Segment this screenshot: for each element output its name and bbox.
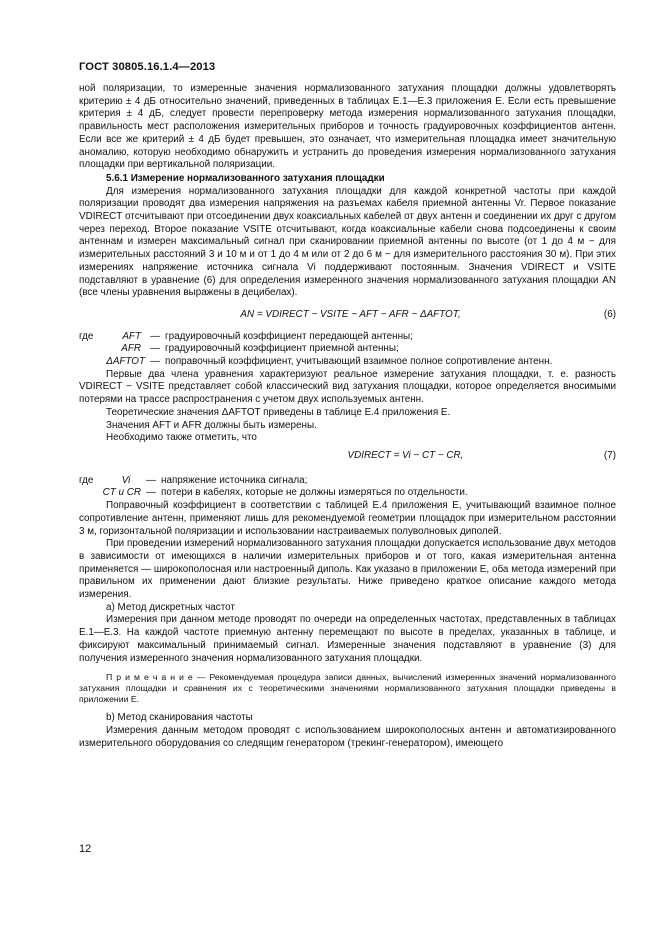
equation-number: (7) — [603, 449, 616, 461]
equation-7 — [79, 450, 616, 463]
page-number: 12 — [79, 843, 92, 855]
legend-text: потери в кабелях, которые не должны измеряться по отдельности. — [161, 487, 468, 499]
paragraph: ной поляризации, то измеренные значения нормализованного затухания площадки должны удовлетворять критерию ± 4 дБ относительно значений, приведенных в таблицах Е.1—Е.3 приложения Е. Если есть превышение критерия ± 4 дБ, следует провести перепроверку метода измерения нормализованного затухания площадки, правильность мест расположения измерительных приборов и точность градуировочных коэффициентов антенн. Если все же критерий ± 4 дБ будет превышен, это означает, что измерительная площадка имеет значительную аномалию, которую необходимо обнаружить и устранить до проведения измерения нормализованного затухания площадки при вертикальной поляризации. — [79, 83, 616, 171]
legend-text: поправочный коэффициент, учитывающий взаимное полное сопротивление антенн. — [165, 356, 553, 368]
paragraph: Измерения при данном методе проводят по очереди на определенных частотах, представленных в таблицах Е.1—Е.3. На каждой частоте приемную антенну перемещают по высоте в пределах, указанных в таблице, и фиксируют максимальный принимаемый сигнал. Измеренные значения подставляют в уравнение (3) для получения измеренного значения нормализованного затухания площадки. — [79, 614, 616, 664]
where-label: где — [79, 330, 94, 342]
legend-block — [79, 331, 616, 369]
legend-symbol: CT и CR — [102, 487, 141, 499]
legend-symbol: AFR — [121, 343, 141, 355]
legend-text: градуировочный коэффициент передающей антенны; — [165, 330, 413, 342]
legend-dash: — — [150, 343, 160, 355]
paragraph: Измерения данным методом проводят с использованием широкополосных антенн и автоматизированного измерительного оборудования со следящим генератором (трекинг-генератором), имеющего — [79, 724, 616, 749]
legend-text: градуировочный коэффициент приемной антенны; — [165, 343, 399, 355]
paragraph: Значения AFT и AFR должны быть измерены. — [106, 419, 317, 431]
equation-number: (6) — [603, 308, 616, 320]
section-heading: 5.6.1 Измерение нормализованного затухания площадки — [106, 172, 385, 184]
paragraph: Необходимо также отметить, что — [106, 432, 257, 444]
legend-symbol: ΔAFTOT — [106, 356, 145, 368]
equation-formula: AN = VDIRECT − VSITE − AFT − AFR − ΔAFTOT, — [240, 308, 461, 320]
legend-dash: — — [150, 356, 160, 368]
legend-block — [79, 475, 616, 500]
legend-symbol: Vi — [121, 474, 131, 486]
document-header: ГОСТ 30805.16.1.4—2013 — [79, 61, 216, 73]
paragraph: Теоретические значения ΔAFTOT приведены в таблице Е.4 приложения Е. — [106, 406, 451, 418]
legend-dash: — — [150, 330, 160, 342]
legend-dash: — — [146, 474, 156, 486]
subsection-label: b) Метод сканирования частоты — [106, 712, 253, 724]
legend-symbol: AFT — [122, 330, 141, 342]
where-label: где — [79, 474, 94, 486]
legend-dash: — — [146, 487, 156, 499]
equation-formula: VDIRECT = Vi − CT − CR, — [347, 449, 464, 461]
paragraph: Для измерения нормализованного затухания площадки для каждой конкретной частоты при каждой поляризации проводят два измерения напряжения на разъемах кабеля приемной антенны Vr. Первое показание VDIRECT отсчитывают при отсоединении двух коаксиальных кабелей от двух антенн и соединении их друг с другом через переход. Второе показание VSITE отсчитывают, когда коаксиальные кабели снова подсоединены к своим антеннам и измерен максимальный сигнал при сканировании приемной антенны по высоте (от 1 до 4 м − для измерительных расстояний 3 и 10 м и от 1 до 4 м или от 2 до 6 м − для измерительного расстояния 30 м). При этих измерениях напряжение источника сигнала Vi поддерживают постоянным. Значения VDIRECT и VSITE подставляют в уравнение (6) для определения измеренного значения нормализованного затухания площадки AN (все члены уравнения выражены в децибелах). — [79, 185, 616, 299]
paragraph: Поправочный коэффициент в соответствии с таблицей Е.4 приложения Е, учитывающий взаимное полное сопротивление антенн, применяют лишь для рекомендуемой геометрии площадок при измерительном расстоянии 3 м, горизонтальной поляризации и использовании настраиваемых полуволновых диполей. — [79, 500, 616, 537]
equation-6 — [79, 309, 616, 322]
paragraph: Первые два члена уравнения характеризуют реальное измерение затухания площадки, т. е. разность VDIRECT − VSITE представляет собой классический вид затухания площадки, которое определяется вносимыми потерями на трассе распространения с учетом двух используемых антенн. — [79, 368, 616, 406]
legend-text: напряжение источника сигнала; — [161, 474, 308, 486]
note: П р и м е ч а н и е — Рекомендуемая процедура записи данных, вычислений измеренных значений нормализованного затухания площадки и сравнения их с теоретическими значениями нормализованного затухания площадки приведены в приложении Е. — [79, 672, 616, 705]
subsection-label: а) Метод дискретных частот — [106, 601, 235, 613]
document-body — [79, 83, 616, 750]
paragraph: При проведении измерений нормализованного затухания площадки допускается использование двух методов в зависимости от имеющихся в наличии измерительных приборов и от того, какая измерительная антенна применяется — широкополосная или настроенный диполь. Как указано в приложении Е, оба метода измерений при правильном их применении дают близкие результаты. Ниже приведено краткое описание каждого метода измерения. — [79, 538, 616, 601]
